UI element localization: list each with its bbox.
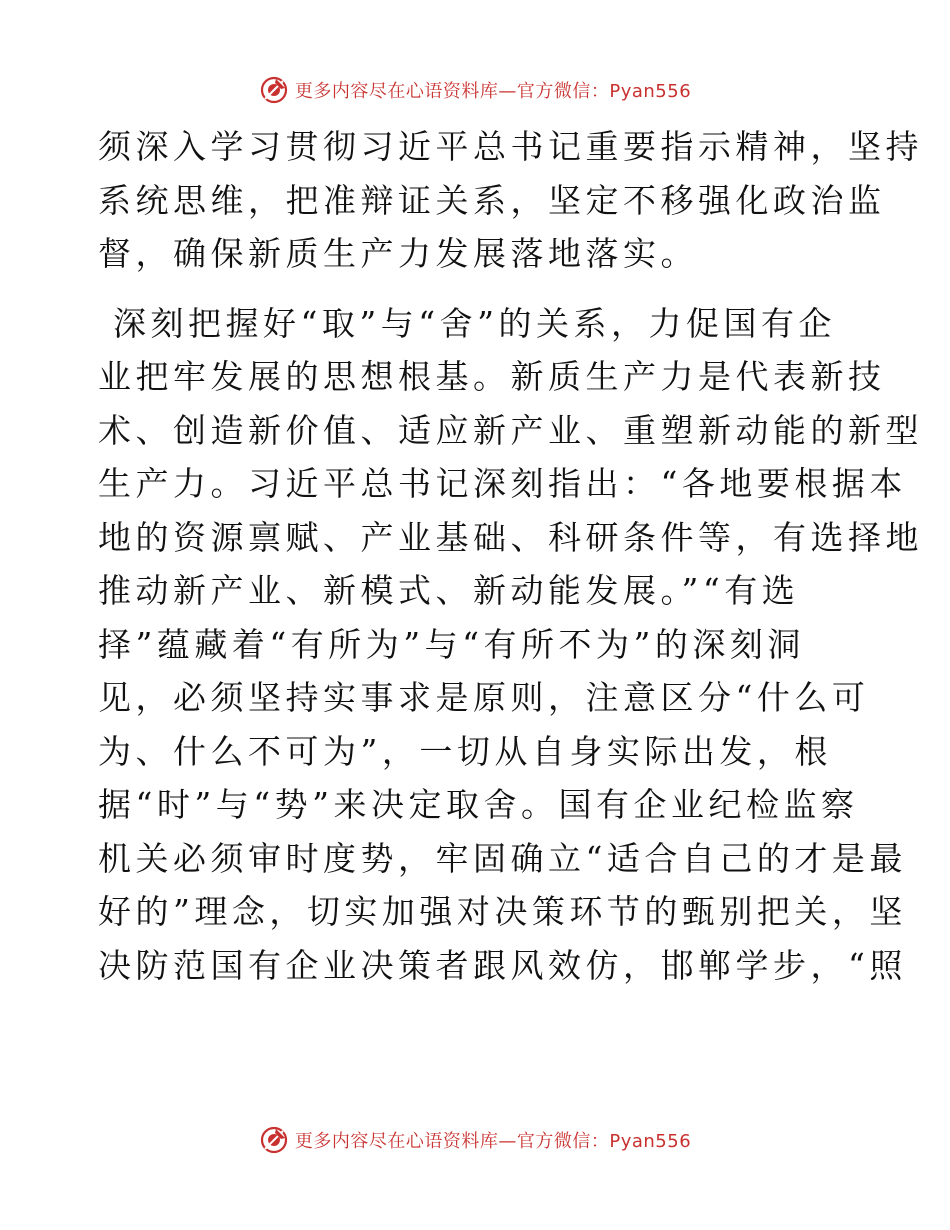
text-line: 推动新产业、新模式、新动能发展。”“有选 (98, 571, 800, 610)
text-line: 深刻把握好“取”与“舍”的关系，力促国有企 (98, 303, 836, 343)
text-line: 机关必须审时度势，牢固确立“适合自己的才是最 (98, 838, 907, 878)
paragraph-1 (98, 120, 923, 281)
footer-banner (0, 1122, 950, 1158)
paragraph-gap (98, 281, 858, 297)
text-line: 业把牢发展的思想根基。新质生产力是代表新技 (98, 357, 886, 396)
text-line: 督，确保新质生产力发展落地落实。 (98, 234, 698, 273)
logo-icon (259, 1125, 289, 1155)
logo-icon (259, 75, 289, 105)
text-line: 决防范国有企业决策者跟风效仿，邯郸学步，“照 (98, 945, 907, 985)
text-line: 据“时”与“势”来决定取舍。国有企业纪检监察 (98, 785, 859, 824)
footer-banner-text: 更多内容尽在心语资料库—官方微信：Pyan556 (294, 1131, 692, 1152)
text-line: 地的资源禀赋、产业基础、科研条件等，有选择地 (98, 517, 923, 557)
text-line: 为、什么不可为”，一切从自身实际出发，根 (98, 731, 832, 771)
text-line: 见，必须坚持实事求是原则，注意区分“什么可 (98, 678, 870, 717)
text-line: 生产力。习近平总书记深刻指出：“各地要根据本 (98, 464, 907, 503)
text-line: 术、创造新价值、适应新产业、重塑新动能的新型 (98, 410, 923, 450)
text-line: 系统思维，把准辩证关系，坚定不移强化政治监 (98, 180, 886, 220)
header-banner-text: 更多内容尽在心语资料库—官方微信：Pyan556 (294, 81, 692, 102)
paragraph-2 (98, 297, 923, 993)
header-banner (0, 72, 950, 108)
text-line: 择”蕴藏着“有所为”与“有所不为”的深刻洞 (98, 624, 805, 664)
document-body (98, 120, 923, 992)
text-line: 须深入学习贯彻习近平总书记重要指示精神，坚持 (98, 127, 923, 166)
text-line: 好的”理念，切实加强对决策环节的甄别把关，坚 (98, 892, 907, 931)
